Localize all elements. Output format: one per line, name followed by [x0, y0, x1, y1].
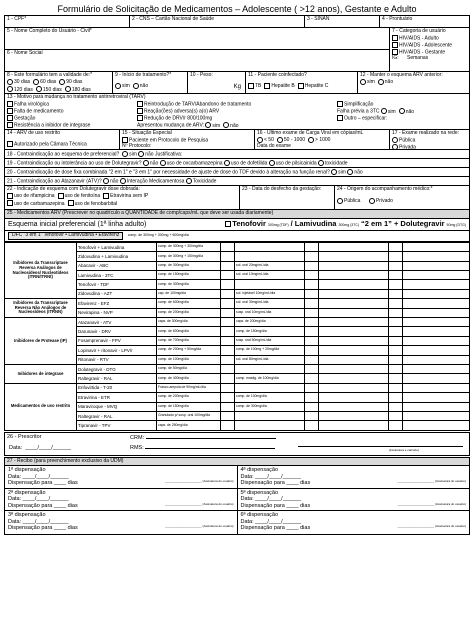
checkbox[interactable]	[337, 115, 343, 121]
quantity-box[interactable]	[389, 261, 403, 270]
med-name: Darunavir - DRV	[77, 327, 157, 336]
validade-field: 8 - Este formulário tem a validade de:* 30 dias 60 dias 90 dias 120 dias 150 dias 180 dias	[5, 72, 113, 93]
quantity-box[interactable]	[221, 271, 235, 280]
med-name: Dolutegravir - DTG	[77, 364, 157, 373]
med-dose-extra	[403, 402, 470, 411]
dispensacao-date: Data: ____/____/______	[240, 473, 302, 480]
form-title: Formulário de Solicitação de Medicamentos – Adolescente ( >12 anos), Gestante e Adulto	[57, 4, 417, 14]
row-8-12	[4, 72, 470, 94]
quantity-box[interactable]	[389, 355, 403, 364]
quantity-box[interactable]	[305, 383, 319, 392]
dispensacao-label: 2ª dispensação	[8, 489, 46, 496]
radio[interactable]	[7, 79, 13, 85]
med-dose-extra	[319, 271, 389, 280]
med-name: Ritonavir - RTV	[77, 355, 157, 364]
med-dose-2: sol. oral 30mg/mL/dia	[235, 299, 305, 308]
med-name: Tenofovir + Lamivudina	[77, 242, 157, 251]
quantity-box[interactable]	[221, 252, 235, 261]
radio[interactable]	[120, 178, 126, 184]
med-dose-1: comp. de 100mg/dia	[157, 355, 221, 364]
quantity-box[interactable]	[389, 411, 403, 420]
med-dose-extra	[403, 299, 470, 308]
med-dose-extra	[403, 383, 470, 392]
med-dose-extra	[403, 364, 470, 373]
quantity-box[interactable]	[221, 289, 235, 298]
quantity-box[interactable]	[305, 393, 319, 402]
recibo-header: 27 - Recibo (para preenchimento exclusivo da UDM)	[4, 457, 470, 467]
med-dose-1: comp. de 300mg + 150mg/dia	[157, 252, 221, 261]
dispensacao-date: Data: ____/____/______	[240, 518, 302, 525]
quantity-box[interactable]	[389, 402, 403, 411]
med-name: Maraviroque - MVQ	[77, 402, 157, 411]
row-14-17	[4, 130, 470, 150]
dispensacao-label: 1ª dispensação	[8, 467, 46, 474]
med-group-label: Inibidores de Protease (IP)	[5, 318, 77, 365]
med-dose-extra	[319, 393, 389, 402]
med-name: Lopinavir + ritonavir - LPV/r	[77, 346, 157, 355]
radio[interactable]	[160, 160, 166, 166]
quantity-box[interactable]	[305, 308, 319, 317]
medicamentos-header: 25 - Medicamentos ARV (Prescrever no quadrículo a QUANTIDADE de comp/caps/mL que deve ser usada diariamente)	[4, 210, 470, 219]
checkbox[interactable]	[225, 221, 231, 227]
med-dose-extra	[403, 308, 470, 317]
med-dose-extra	[319, 411, 389, 420]
quantity-box[interactable]	[221, 318, 235, 327]
med-dose-extra	[403, 346, 470, 355]
radio[interactable]	[337, 198, 343, 204]
arv-restrito-field: 14 - ARV de uso restrito Autorizado pela Câmara Técnica	[5, 130, 120, 149]
table-row	[5, 318, 470, 327]
med-dose-2: sol. oral 80mg/mL/dia	[235, 355, 305, 364]
med-dose-2	[235, 252, 305, 261]
quantity-box[interactable]	[305, 355, 319, 364]
checkbox[interactable]	[58, 193, 64, 199]
med-group-label: Inibidores da Transcriptase Reversa Análogos de Nucleosídeos/ Nucleotídeos (ITRN/ITRNt)	[5, 242, 77, 298]
dispensacao-block[interactable]	[5, 466, 237, 489]
dispensacao-label: 3ª dispensação	[8, 512, 46, 519]
quantity-box[interactable]	[389, 318, 403, 327]
q19-row: 19 - Contraindicação ou intolerância ao uso de Dolutegravir? não uso de oxcarbamazepina uso de dofetilida uso de pilsicainida toxicidade	[4, 159, 470, 168]
radio[interactable]	[65, 86, 71, 92]
med-dose-extra	[403, 327, 470, 336]
quantity-box[interactable]	[221, 327, 235, 336]
quantity-box[interactable]	[221, 299, 235, 308]
cpf-field[interactable]: 1 - CPF*	[5, 16, 130, 27]
med-dose-2	[235, 411, 305, 420]
med-dose-extra	[319, 421, 389, 430]
med-dose-extra	[319, 318, 389, 327]
med-name: Zidovudina - AZT	[77, 289, 157, 298]
med-dose-extra	[319, 402, 389, 411]
med-dose-extra	[319, 346, 389, 355]
dispensacao-dias: Dispensação para ____ dias ______________________ (Assinatura do usuário)	[240, 524, 466, 532]
med-dose-extra	[319, 308, 389, 317]
checkbox[interactable]	[7, 108, 13, 114]
quantity-box[interactable]	[305, 421, 319, 430]
quantity-box[interactable]	[305, 374, 319, 383]
checkbox[interactable]	[298, 83, 304, 89]
dose-dobrada-field: 22 - Indicação de esquema com Dolutegravir dose dobrada: uso de rifampicina uso de fenitoína Etravirina sem IP uso de carbamazepina uso de fenobarbital	[5, 186, 240, 209]
dispensacao-block[interactable]	[5, 511, 237, 534]
med-dose-1: comp. de 150mg/dia	[157, 402, 221, 411]
radio[interactable]	[133, 83, 139, 89]
med-dose-extra	[319, 327, 389, 336]
med-name: Enfuvirtida - T-20	[77, 383, 157, 392]
esquema-preferencial: Esquema inicial preferencial (1ª linha adulto) Tenofovir 300mg (TDF) / Lamivudina 300mg (3TC) “2 em 1” + Dolutegravir 50mg (DTG)	[4, 219, 470, 231]
dispensacao-date: Data: ____/____/______	[8, 518, 69, 525]
med-dose-2: caps. de 200mg/dia	[235, 318, 305, 327]
med-name: Abacavir - ABC	[77, 261, 157, 270]
quantity-box[interactable]	[389, 327, 403, 336]
dispensacao-date: Data: ____/____/______	[8, 473, 69, 480]
dispensacao-dias: Dispensação para ____ dias ______________________ (Assinatura do usuário)	[8, 479, 234, 487]
inicio-field: 9 - Início de tratamento?* sim não	[113, 72, 188, 93]
med-dose-2: comp. de 300mg/dia	[235, 402, 305, 411]
dispensacao-date: Data: ____/____/______	[8, 496, 69, 503]
quantity-box[interactable]	[221, 242, 235, 251]
med-dose-1: comp. de 600mg/dia	[157, 327, 221, 336]
dispensacao-block[interactable]	[238, 511, 470, 534]
radio[interactable]	[378, 79, 384, 85]
med-name: Etravirina - ETR	[77, 393, 157, 402]
med-name: Nevirapina - NVP	[77, 308, 157, 317]
quantity-box[interactable]	[221, 411, 235, 420]
med-dose-2: comp. de 100mg + 25mg/dia	[235, 346, 305, 355]
dispensacao-block[interactable]	[238, 489, 470, 512]
table-row	[5, 364, 470, 373]
med-dose-extra	[403, 271, 470, 280]
radio[interactable]	[115, 83, 121, 89]
med-dose-extra	[403, 393, 470, 402]
radio[interactable]	[269, 160, 275, 166]
med-name: Fosamprenavir - FPV	[77, 336, 157, 345]
checkbox[interactable]	[7, 193, 13, 199]
med-dose-1: cap. de 100mg/dia	[157, 289, 221, 298]
med-name: Raltegravir - RAL	[77, 411, 157, 420]
checkbox[interactable]	[103, 193, 109, 199]
prontuario-field[interactable]: 4 - Prontuário	[382, 16, 413, 23]
quantity-box[interactable]	[305, 299, 319, 308]
quantity-box[interactable]	[221, 308, 235, 317]
nome-social-field[interactable]: 6 - Nome Social	[7, 50, 43, 57]
quantity-box[interactable]	[305, 289, 319, 298]
cns-field[interactable]: 2 - CNS – Cartão Nacional de Saúde	[130, 16, 305, 27]
quantity-box[interactable]	[389, 280, 403, 289]
med-group-label: Medicamentos de uso restrito	[5, 383, 77, 430]
med-dose-2: comp. mastig. de 100mg/dia	[235, 374, 305, 383]
med-dose-2	[235, 421, 305, 430]
row-22-24	[4, 186, 470, 210]
quantity-box[interactable]	[389, 346, 403, 355]
med-dose-2	[235, 383, 305, 392]
med-dose-2: comp. de 150mg/dia	[235, 327, 305, 336]
form-page	[4, 4, 470, 535]
motivo-row: 13 - Motivo para mudança no tratamento antirretroviral (TARV) Falha virológica Falta de medicamento Gestação Resistência a inibidor de integrase Reintrodução de TARV/Abandono de tratamento Reação(ões) adversa(s) a(o) ARV Redução de DRV/r 800/100mg Apresentou mudança de ARV: sim não Simplificação Falha prévia a 3TC sim não Outro – especificar:	[4, 94, 470, 130]
coinfectado-field: 11 - Paciente coinfectado? TB Hepatite B Hepatite C	[246, 72, 358, 93]
checkbox[interactable]	[137, 101, 143, 107]
checkbox[interactable]	[68, 200, 74, 206]
table-row	[5, 299, 470, 308]
med-dose-extra	[319, 280, 389, 289]
med-name: Lamivudina - 3TC	[77, 271, 157, 280]
med-dose-extra	[403, 289, 470, 298]
quantity-box[interactable]	[305, 411, 319, 420]
med-group-label: Inibidores de integrase	[5, 364, 77, 383]
radio[interactable]	[7, 86, 13, 92]
recibo-grid	[4, 466, 470, 535]
quantity-box[interactable]	[305, 280, 319, 289]
radio[interactable]	[347, 169, 353, 175]
radio[interactable]	[392, 144, 398, 149]
quantity-box[interactable]	[389, 383, 403, 392]
sinan-field[interactable]: 3 - SINAN	[305, 16, 380, 27]
dispensacao-label: 6ª dispensação	[240, 512, 279, 519]
checkbox[interactable]	[7, 141, 13, 147]
prescritor-row: 26 - Prescritor Data: ____/____/______ CRM: RMS: (Assinatura e carimbo)	[4, 432, 470, 456]
checkbox[interactable]	[337, 101, 343, 107]
dfc-row: DFC “3 em 1” Tenofovir • Lamivudina • Efavirenz comp. de 300mg + 300mg + 600mg/dia	[4, 231, 470, 242]
quantity-box[interactable]	[389, 299, 403, 308]
med-dose-extra	[319, 355, 389, 364]
quantity-box[interactable]	[221, 374, 235, 383]
dispensacao-label: 4ª dispensação	[240, 467, 279, 474]
quantity-box[interactable]	[305, 318, 319, 327]
checkbox[interactable]	[264, 83, 270, 89]
med-dose-extra	[319, 383, 389, 392]
med-dose-2: sol. oral 10mg/mL/dia	[235, 271, 305, 280]
radio[interactable]	[138, 151, 144, 157]
radio[interactable]	[360, 79, 366, 85]
med-name: Raltegravir - RAL	[77, 374, 157, 383]
dispensacao-block[interactable]	[238, 466, 470, 489]
med-dose-2: sol. injetável 10mg/mL/dia	[235, 289, 305, 298]
med-name: Tipranavir - TPV	[77, 421, 157, 430]
med-dose-1: Granulado p/ susp. oral 100mg/dia	[157, 411, 221, 420]
quantity-box[interactable]	[305, 364, 319, 373]
quantity-box[interactable]	[305, 346, 319, 355]
quantity-box[interactable]	[389, 271, 403, 280]
med-dose-extra	[403, 280, 470, 289]
quantity-box[interactable]	[389, 242, 403, 251]
med-dose-2	[235, 242, 305, 251]
quantity-box[interactable]	[305, 252, 319, 261]
quantity-box[interactable]	[221, 364, 235, 373]
med-dose-2	[235, 280, 305, 289]
radio[interactable]	[318, 160, 324, 166]
med-dose-1: Frasco-ampola de 90mg/mL/dia	[157, 383, 221, 392]
quantity-box[interactable]	[221, 261, 235, 270]
manter-field: 12 - Manter o esquema ARV anterior: sim não	[360, 72, 443, 86]
med-dose-1: comp. de 300mg/dia	[157, 280, 221, 289]
med-dose-extra	[403, 355, 470, 364]
quantity-box[interactable]	[389, 393, 403, 402]
med-dose-extra	[403, 252, 470, 261]
med-dose-extra	[403, 411, 470, 420]
dispensacao-dias: Dispensação para ____ dias ______________________ (Assinatura do usuário)	[8, 524, 234, 532]
med-dose-extra	[403, 374, 470, 383]
med-dose-2: comp. de 100mg/dia	[235, 393, 305, 402]
quantity-box[interactable]	[221, 402, 235, 411]
med-dose-extra	[403, 421, 470, 430]
med-dose-extra	[403, 242, 470, 251]
quantity-box[interactable]	[305, 336, 319, 345]
categoria-field: 7 - Categoria de usuário HIV/AIDS - Adulto HIV/AIDS - Adolescente HIV/AIDS - Gestante IG: Semanas	[392, 28, 453, 62]
med-dose-extra	[403, 261, 470, 270]
quantity-box[interactable]	[389, 421, 403, 430]
radio[interactable]	[223, 122, 229, 128]
quantity-box[interactable]	[389, 252, 403, 261]
med-dose-2: sol. oral 20mg/mL/dia	[235, 261, 305, 270]
origem-field: 24 - Origem do acompanhamento médico:* Pública Privado	[337, 186, 433, 205]
med-dose-1: comp. de 600mg/dia	[157, 299, 221, 308]
med-dose-2: susp. oral 10mg/mL/dia	[235, 308, 305, 317]
radio[interactable]	[308, 137, 314, 143]
quantity-box[interactable]	[221, 336, 235, 345]
med-dose-1: comp. de 200mg/dia	[157, 308, 221, 317]
radio[interactable]	[381, 108, 387, 114]
quantity-box[interactable]	[389, 374, 403, 383]
med-dose-1: comp. de 50mg/dia	[157, 364, 221, 373]
id-row	[4, 15, 470, 28]
radio[interactable]	[103, 178, 109, 184]
med-dose-2	[235, 364, 305, 373]
quantity-box[interactable]	[221, 421, 235, 430]
quantity-box[interactable]	[221, 383, 235, 392]
med-group-label: Inibidores da Transcriptase Reversa Não Análogos de Nucleosídeos (ITRNN)	[5, 299, 77, 318]
med-dose-2: susp. oral 50mg/mL/dia	[235, 336, 305, 345]
quantity-box[interactable]	[221, 346, 235, 355]
radio[interactable]	[36, 86, 42, 92]
med-dose-1: comp. de 150mg/dia	[157, 271, 221, 280]
quantity-box[interactable]	[305, 242, 319, 251]
med-name: Tenofovir - TDF	[77, 280, 157, 289]
situacao-field: 15 - Situação Especial Paciente em Protocolo de Pesquisa Nº Protocolo:	[120, 130, 255, 149]
radio[interactable]	[143, 160, 149, 166]
med-dose-1: caps. de 250mg/dia	[157, 421, 221, 430]
med-dose-1: caps. de 300mg/dia	[157, 318, 221, 327]
quantity-box[interactable]	[389, 289, 403, 298]
radio[interactable]	[186, 178, 192, 184]
q18-row: 18 - Contraindicação ao esquema de preferencial? sim não Justificativa:	[4, 150, 470, 159]
quantity-box[interactable]	[221, 355, 235, 364]
checkbox[interactable]	[137, 108, 143, 114]
med-dose-extra	[319, 336, 389, 345]
radio[interactable]	[369, 198, 375, 204]
radio[interactable]	[224, 160, 230, 166]
table-row	[5, 242, 470, 251]
radio[interactable]	[331, 169, 337, 175]
exame-rede-field: 17 - Exame realizado na rede: Pública Privada	[392, 130, 459, 150]
med-name: Zidovudina + Lamivudina	[77, 252, 157, 261]
dispensacao-dias: Dispensação para ____ dias ______________________ (Assinatura do usuário)	[8, 501, 234, 509]
med-dose-extra	[403, 318, 470, 327]
quantity-box[interactable]	[305, 261, 319, 270]
dispensacao-date: Data: ____/____/______	[240, 496, 302, 503]
medicamentos-table	[4, 242, 470, 431]
dispensacao-dias: Dispensação para ____ dias ______________________ (Assinatura do usuário)	[240, 479, 466, 487]
med-dose-1: comp. de 700mg/dia	[157, 336, 221, 345]
dispensacao-dias: Dispensação para ____ dias ______________________ (Assinatura do usuário)	[240, 501, 466, 509]
quantity-box[interactable]	[389, 336, 403, 345]
med-dose-1: comp. de 400mg/dia	[157, 374, 221, 383]
med-dose-extra	[319, 261, 389, 270]
quantity-box[interactable]	[305, 402, 319, 411]
med-dose-extra	[403, 336, 470, 345]
med-dose-1: comp. de 200mg + 50mg/dia	[157, 346, 221, 355]
quantity-box[interactable]	[221, 393, 235, 402]
quantity-box[interactable]	[221, 280, 235, 289]
med-dose-extra	[319, 374, 389, 383]
checkbox[interactable]	[7, 200, 13, 206]
med-dose-extra	[319, 364, 389, 373]
radio[interactable]	[33, 79, 39, 85]
checkbox[interactable]	[7, 115, 13, 121]
radio[interactable]	[392, 137, 398, 143]
med-dose-extra	[319, 289, 389, 298]
med-dose-1: comp. de 300mg + 300mg/dia	[157, 242, 221, 251]
quantity-box[interactable]	[389, 308, 403, 317]
quantity-box[interactable]	[305, 271, 319, 280]
radio[interactable]	[59, 79, 65, 85]
checkbox[interactable]	[7, 122, 13, 128]
dispensacao-label: 5ª dispensação	[240, 489, 279, 496]
med-dose-extra	[319, 242, 389, 251]
checkbox[interactable]	[248, 83, 254, 89]
quantity-box[interactable]	[305, 327, 319, 336]
table-row	[5, 383, 470, 392]
med-dose-1: comp. de 300mg/dia	[157, 261, 221, 270]
radio[interactable]	[205, 122, 211, 128]
dispensacao-block[interactable]	[5, 489, 237, 512]
med-dose-extra	[319, 299, 389, 308]
nome-completo-field[interactable]: 5 - Nome Completo do Usuário - Civil*	[5, 28, 389, 50]
radio[interactable]	[399, 108, 405, 114]
peso-field[interactable]: 10 - Peso: Kg	[188, 72, 246, 93]
med-name: Efavirenz - EFZ	[77, 299, 157, 308]
name-row	[4, 28, 470, 72]
desfecho-field[interactable]: 23 - Data do desfecho da gestação:	[240, 186, 335, 209]
med-name: Atazanavir - ATV	[77, 318, 157, 327]
checkbox[interactable]	[7, 101, 13, 107]
med-dose-extra	[319, 252, 389, 261]
carga-viral-field: 16 - Último exame de Carga Viral em cópias/mL < 50 50 - 1000 > 1000 Data do exame	[255, 130, 390, 149]
checkbox[interactable]	[137, 115, 143, 121]
med-dose-1: comp. de 200mg/dia	[157, 393, 221, 402]
quantity-box[interactable]	[389, 364, 403, 373]
q21-row: 21 - Contraindicação ao Atazanavir (ATV)? não Interação Medicamentosa Toxicidade	[4, 177, 470, 186]
radio[interactable]	[122, 151, 128, 157]
checkbox[interactable]	[392, 35, 398, 41]
checkbox[interactable]	[392, 42, 398, 48]
q20-row: 20 - Contraindicação de dose fixa combinada "2 em 1" e "3 em 1" por necessidade de ajuste de dose do TDF devido à alteração na função renal? sim não	[4, 168, 470, 177]
